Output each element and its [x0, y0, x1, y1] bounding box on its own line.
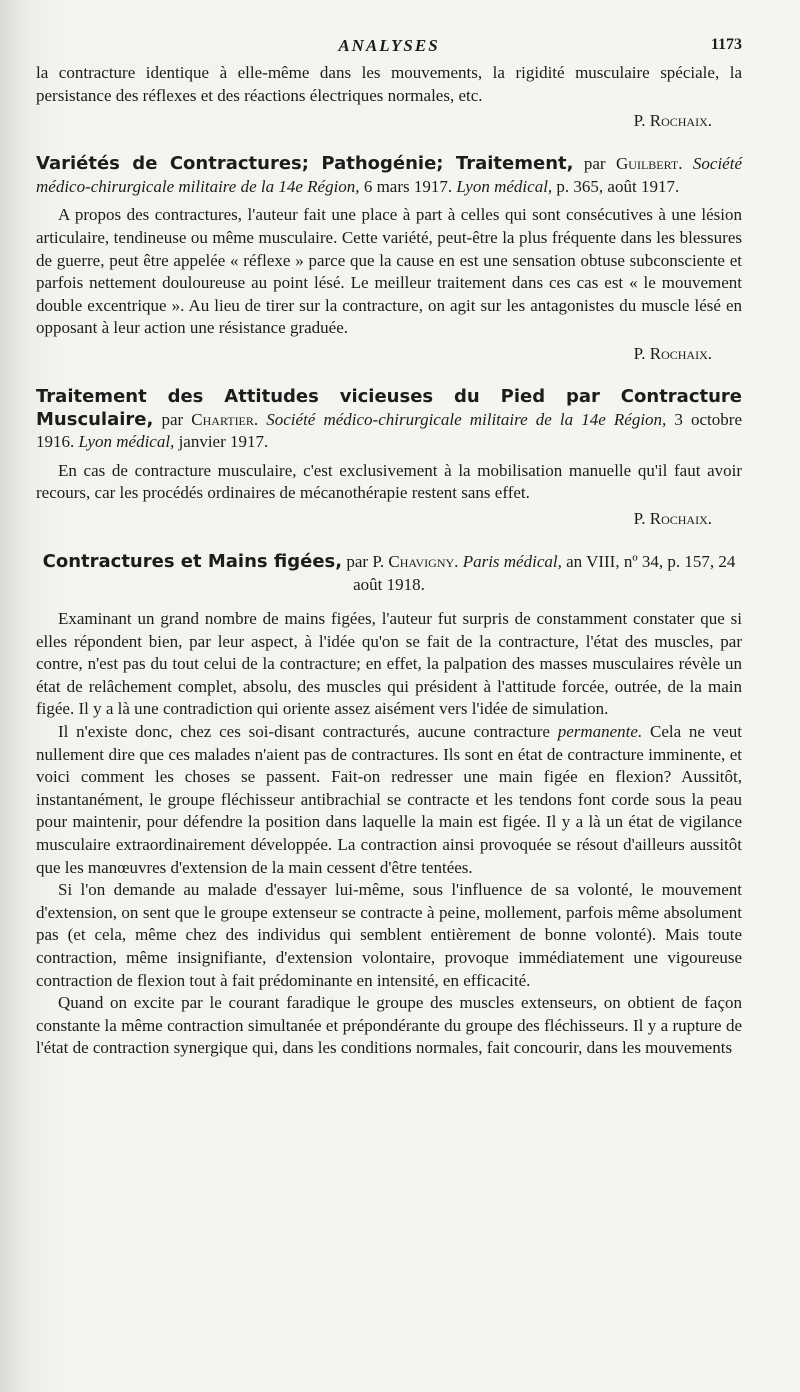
page-content — [36, 36, 742, 1060]
paragraph-text: Cela ne veut nullement dire que ces malades n'aient pas de contractures. Ils sont en état de contracture imminente, et voici comment les choses se passent. Fait-on redresser une main figée en flexion? Aussitôt, instantanément, le groupe fléchisseur antibrachial se contracte et les tendons font corde sous la peau pour maintenir, pour défendre la position dans laquelle la main est figée. Il y a là un état de vigilance musculaire extraordinairement développée. La contraction ainsi provoquée se résout d'ailleurs aussitôt que les manœuvres d'extension de la main cessent d'être tentées. — [36, 722, 743, 877]
article-title: Variétés de Contractures; Pathogénie; Traitement, — [36, 153, 574, 175]
article-title: Contractures et Mains figées, — [42, 550, 343, 572]
emphasis: permanente. — [557, 722, 643, 742]
article-date: 6 mars 1917. — [359, 176, 457, 196]
article-by: par — [153, 409, 192, 429]
article-paragraph-3: Si l'on demande au malade d'essayer lui-même, sous l'influence de sa volonté, le mouvement d'extension, on sent que le groupe extenseur se contracte à peine, mollement, parfois même absolument pas (et cela, même chez des individus qui semblent entièrement de bonne volonté). Mais toute contraction, même insignifiante, d'extension volontaire, provoque immédiatement une vigoureuse contraction de flexion tout à fait prédominante en intensité, en efficacité. — [36, 880, 742, 990]
page-number: 1173 — [710, 36, 742, 53]
article-body: En cas de contracture musculaire, c'est exclusivement à la mobilisation manuelle qu'il faut avoir recours, car les procédés ordinaires de mécanothérapie restent sans effet. — [36, 460, 742, 503]
article-pages: janvier 1917. — [174, 432, 269, 452]
article-pages: p. 365, août 1917. — [552, 176, 680, 196]
article-varietes-contractures — [36, 153, 742, 364]
article-heading — [36, 551, 742, 596]
article-journal: Lyon médical, — [78, 432, 175, 452]
article-author: Guilbert. — [616, 154, 683, 174]
article-heading — [36, 386, 742, 454]
article-by: par — [573, 154, 617, 174]
article-ref: an VIII, nº 34, p. 157, 24 août 1918. — [353, 551, 736, 594]
article-source: Société médico-chirurgicale militaire de la 14e Région, — [258, 409, 667, 429]
article-author: Chavigny. — [388, 551, 459, 571]
article-date: 3 octobre 1916. — [36, 409, 742, 452]
article-mains-figees — [36, 551, 742, 1060]
running-header — [36, 36, 742, 62]
article-journal: Lyon médical, — [456, 176, 553, 196]
section-title: ANALYSES — [338, 36, 440, 55]
article-heading — [36, 153, 742, 198]
article-signature: P. Rochaix. — [633, 343, 712, 363]
article-body: A propos des contractures, l'auteur fait une place à part à celles qui sont consécutives à une lésion articulaire, tendineuse ou même musculaire. Cette variété, peut-être la plus fréquente dans les blessures de guerre, peut être appelée « réflexe » parce que la cause en est une sensation obtuse subconsciente et parfois nettement douloureuse au point lésé. Le meilleur traitement dans ces cas est « le mouvement double excentrique ». Au lieu de tirer sur la contracture, on agit sur les antagonistes du muscle lésé en opposant à leur action une résistance graduée. — [36, 205, 742, 338]
article-source: Société médico-chirurgicale militaire de la 14e Région, — [36, 154, 742, 196]
article-paragraph-1: Examinant un grand nombre de mains figées, l'auteur fut surpris de constamment constater que si elles répondent bien, par leur aspect, à l'idée qu'on se fait de la contracture, l'état des muscles, par contre, n'est pas du tout celui de la contracture; en effet, la palpation des masses musculaires révèle un état de relâchement complet, absolu, des muscles qui président à l'attitude forcée, outrée, de la main figée. Il y a là une contradiction qui oriente assez aisément vers l'idée de simulation. — [36, 609, 742, 719]
intro-paragraph: la contracture identique à elle-même dans les mouvements, la rigidité musculaire spéciale, la persistance des réflexes et des réactions électriques normales, etc. — [36, 63, 742, 105]
article-paragraph-2 — [36, 721, 742, 879]
article-paragraph-4: Quand on excite par le courant faradique le groupe des muscles extenseurs, on obtient de façon constante la même contraction simultanée et prépondérante du groupe des fléchisseurs. Il y a rupture de l'état de contraction synergique qui, dans les conditions normales, fait concourir, dans les mouvements — [36, 993, 742, 1058]
article-signature: P. Rochaix. — [633, 508, 712, 528]
article-by: par P. — [342, 551, 389, 571]
paragraph-text: Il n'existe donc, chez ces soi-disant contracturés, aucune contracture — [58, 722, 558, 742]
article-attitudes-vicieuses — [36, 386, 742, 529]
article-title: Traitement des Attitudes vicieuses du Pied par Contracture Musculaire, — [36, 385, 742, 430]
intro-signature: P. Rochaix. — [633, 111, 712, 131]
article-journal: Paris médical, — [458, 551, 562, 571]
article-author: Chartier. — [191, 409, 259, 429]
